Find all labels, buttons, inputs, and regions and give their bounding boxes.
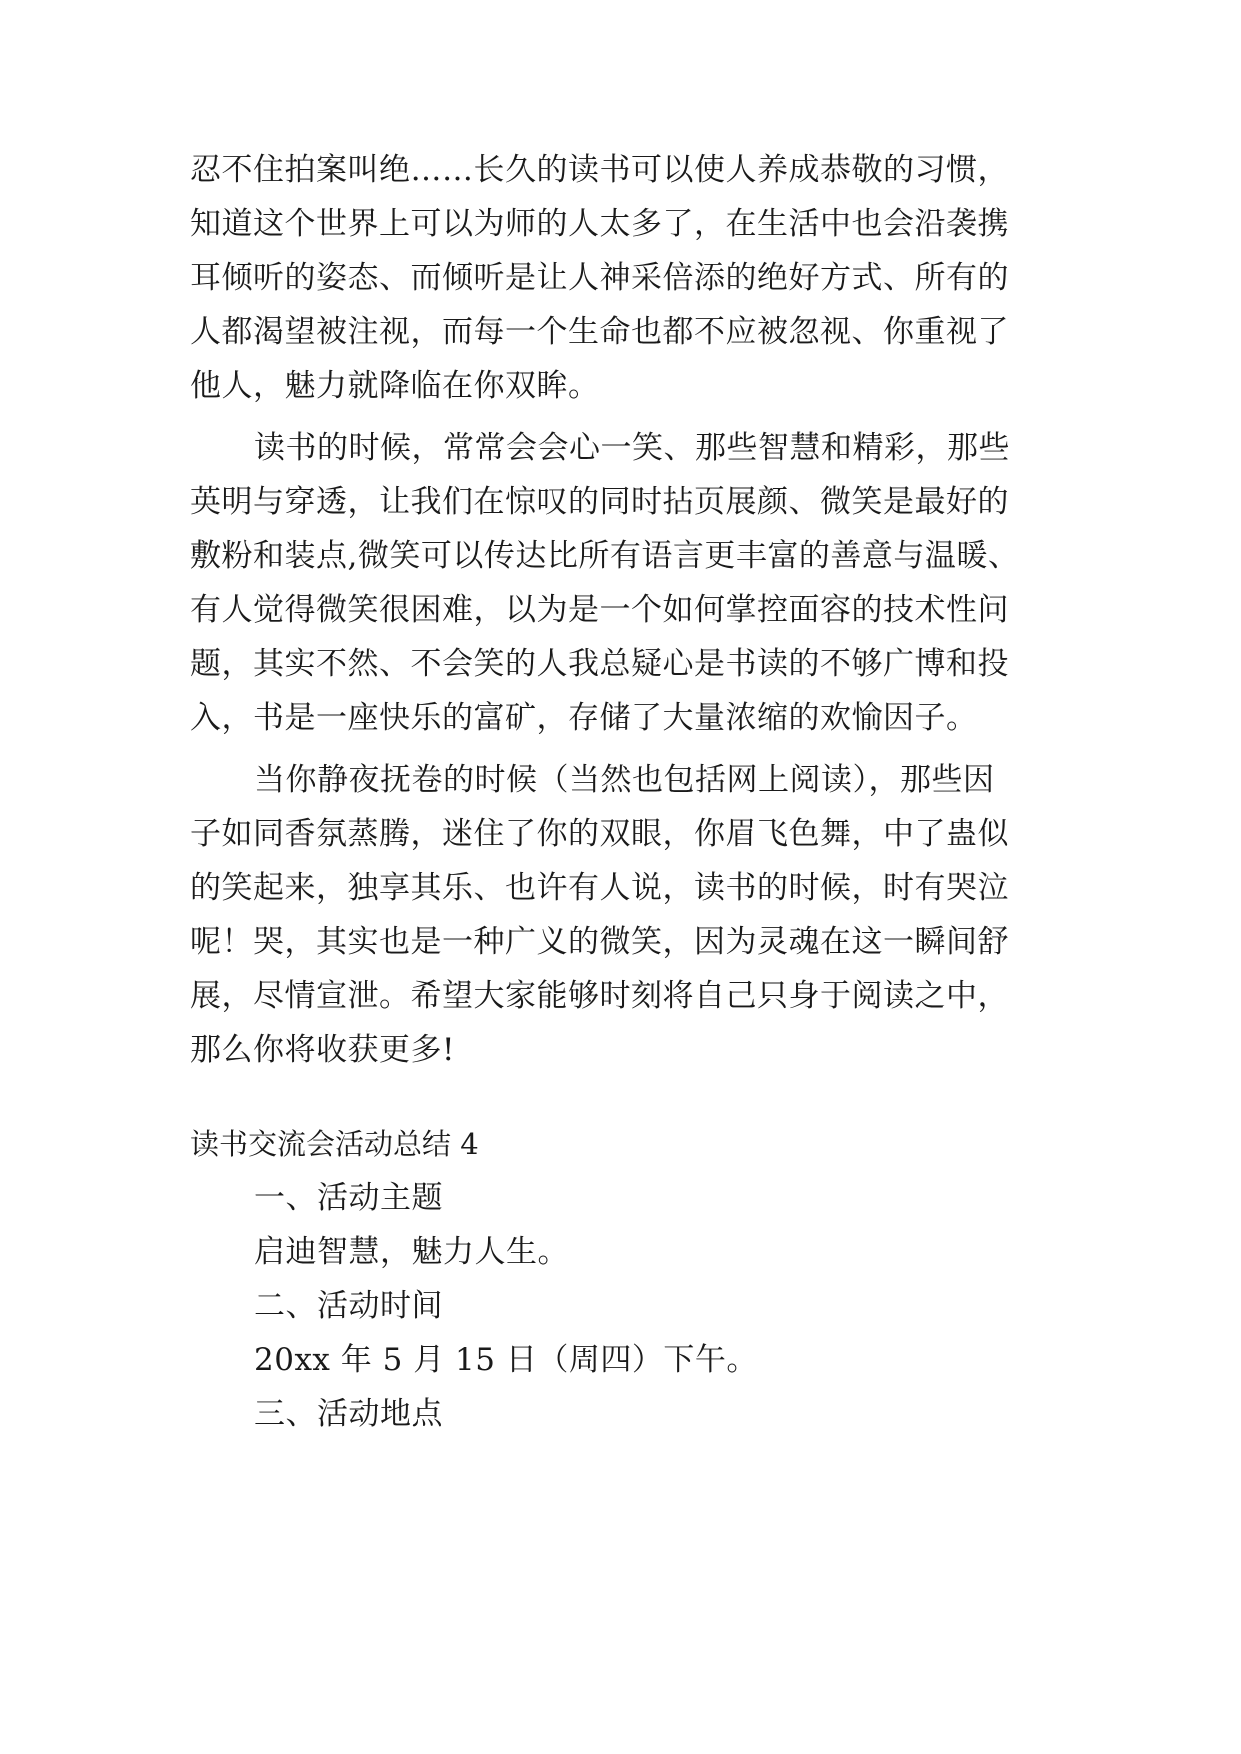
paragraph-1-line-4: 人都渴望被注视，而每一个生命也都不应被忽视、你重视了 (190, 314, 1009, 350)
item-activity-theme: 启迪智慧，魅力人生。 (254, 1234, 569, 1270)
item-activity-time: 20xx 年 5 月 15 日（周四）下午。 (254, 1342, 758, 1378)
section-title: 读书交流会活动总结 4 (190, 1127, 479, 1161)
item-activity-time-heading: 二、活动时间 (254, 1288, 443, 1324)
paragraph-2-line-5: 题，其实不然、不会笑的人我总疑心是书读的不够广博和投 (190, 646, 1009, 682)
paragraph-1-line-5: 他人，魅力就降临在你双眸。 (190, 368, 600, 404)
item-activity-theme-heading: 一、活动主题 (254, 1180, 443, 1216)
item-activity-location-heading: 三、活动地点 (254, 1396, 443, 1432)
paragraph-1-line-2: 知道这个世界上可以为师的人太多了，在生活中也会沿袭携 (190, 206, 1009, 242)
paragraph-2-line-6: 入，书是一座快乐的富矿，存储了大量浓缩的欢愉因子。 (190, 700, 978, 736)
paragraph-2-line-4: 有人觉得微笑很困难，以为是一个如何掌控面容的技术性问 (190, 592, 1009, 628)
paragraph-1-line-3: 耳倾听的姿态、而倾听是让人神采倍添的绝好方式、所有的 (190, 260, 1009, 296)
paragraph-1-line-1: 忍不住拍案叫绝……长久的读书可以使人养成恭敬的习惯， (190, 152, 1009, 188)
paragraph-3-line-1: 当你静夜抚卷的时候（当然也包括网上阅读），那些因 (254, 762, 995, 798)
paragraph-2-line-3: 敷粉和装点,微笑可以传达比所有语言更丰富的善意与温暖、 (190, 538, 1020, 574)
paragraph-3-line-2: 子如同香氛蒸腾，迷住了你的双眼，你眉飞色舞，中了蛊似 (190, 816, 1009, 852)
paragraph-3-line-4: 呢！哭，其实也是一种广义的微笑，因为灵魂在这一瞬间舒 (190, 924, 1009, 960)
paragraph-3-line-3: 的笑起来，独享其乐、也许有人说，读书的时候，时有哭泣 (190, 870, 1009, 906)
paragraph-2-line-1: 读书的时候，常常会会心一笑、那些智慧和精彩，那些 (254, 430, 1010, 466)
paragraph-3-line-5: 展，尽情宣泄。希望大家能够时刻将自己只身于阅读之中， (190, 978, 1009, 1014)
paragraph-2-line-2: 英明与穿透，让我们在惊叹的同时拈页展颜、微笑是最好的 (190, 484, 1009, 520)
paragraph-3-line-6: 那么你将收获更多! (190, 1032, 455, 1068)
